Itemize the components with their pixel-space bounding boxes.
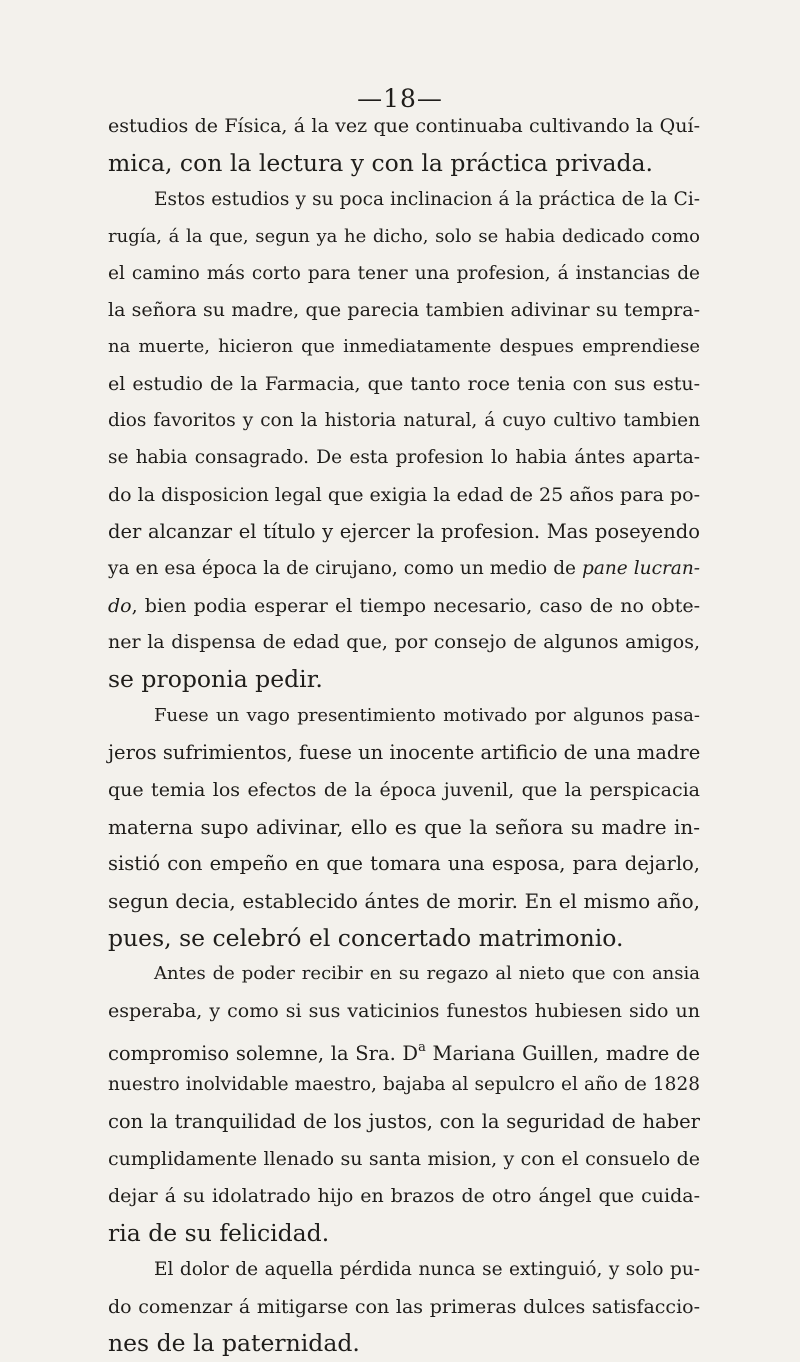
text-line: dios favoritos y con la historia natural, á cuyo cultivo tambien — [108, 410, 700, 432]
paragraph-start-line: Antes de poder recibir en su regazo al nieto que con ansia — [154, 963, 700, 985]
text-line: la señora su madre, que parecia tambien adivinar su tempra- — [108, 299, 700, 322]
text-line: dejar á su idolatrado hijo en brazos de otro ángel que cuida- — [108, 1184, 700, 1207]
text-line: el estudio de la Farmacia, que tanto roce tenia con sus estu- — [108, 373, 700, 396]
text-line: do la disposicion legal que exigia la edad de 25 años para po- — [108, 483, 700, 506]
text-line: se proponia pedir. — [108, 665, 323, 694]
text-line: na muerte, hicieron que inmediatamente despues emprendiese — [108, 336, 700, 358]
paragraph-start-line: Estos estudios y su poca inclinacion á la práctica de la Ci- — [154, 188, 700, 210]
text-line: cumplidamente llenado su santa mision, y con el consuelo de — [108, 1147, 700, 1170]
body-text — [108, 108, 700, 1362]
page-number: —18— — [357, 84, 443, 113]
italic-phrase: do — [108, 594, 132, 617]
text-line: jeros sufrimientos, fuese un inocente artificio de una madre — [108, 741, 701, 765]
text-line: ria de su felicidad. — [108, 1218, 330, 1247]
text-line: nuestro inolvidable maestro, bajaba al sepulcro el año de 1828 — [108, 1074, 700, 1096]
text-line: der alcanzar el título y ejercer la profesion. Mas poseyendo — [108, 519, 700, 543]
text-line: ner la dispensa de edad que, por consejo de algunos amigos, — [108, 631, 700, 654]
paragraph-start-line: Fuese un vago presentimiento motivado por algunos pasa- — [154, 705, 700, 727]
text-line: se habia consagrado. De esta profesion lo habia ántes aparta- — [108, 447, 700, 469]
text-segment: , bien podia esperar el tiempo necesario, caso de no obte- — [131, 594, 700, 617]
text-line: do comenzar á mitigarse con las primeras dulces satisfaccio- — [108, 1295, 700, 1318]
text-line: sistió con empeño en que tomara una esposa, para dejarlo, — [108, 851, 700, 875]
text-line: con la tranquilidad de los justos, con la seguridad de haber — [108, 1110, 700, 1134]
text-line — [108, 551, 700, 588]
text-line: que temia los efectos de la época juvenil, que la perspicacia — [108, 779, 700, 802]
text-line: el camino más corto para tener una profesion, á instancias de — [108, 262, 700, 284]
text-segment: ya en esa época la de cirujano, como un medio de — [108, 557, 582, 579]
text-line: estudios de Física, á la vez que continuaba cultivando la Quí- — [108, 115, 700, 137]
italic-phrase: pane lucran- — [582, 557, 700, 579]
text-line — [108, 1030, 700, 1067]
text-line: rugía, á la que, segun ya he dicho, solo se habia dedicado como — [108, 225, 700, 247]
text-line: nes de la paternidad. — [108, 1329, 360, 1358]
text-segment: compromiso solemne, la Sra. D — [108, 1042, 419, 1066]
text-line: materna supo adivinar, ello es que la señora su madre in- — [108, 814, 700, 839]
superscript: a — [418, 1040, 426, 1056]
text-line: segun decia, establecido ántes de morir. En el mismo año, — [108, 888, 700, 913]
text-line: esperaba, y como si sus vaticinios funestos hubiesen sido un — [108, 1000, 700, 1023]
text-segment: Mariana Guillen, madre de — [425, 1042, 700, 1066]
text-line — [108, 588, 700, 625]
text-line: mica, con la lectura y con la práctica privada. — [108, 148, 654, 177]
text-line: pues, se celebró el concertado matrimonio. — [108, 923, 624, 952]
paragraph-start-line: El dolor de aquella pérdida nunca se extinguió, y solo pu- — [154, 1258, 700, 1280]
